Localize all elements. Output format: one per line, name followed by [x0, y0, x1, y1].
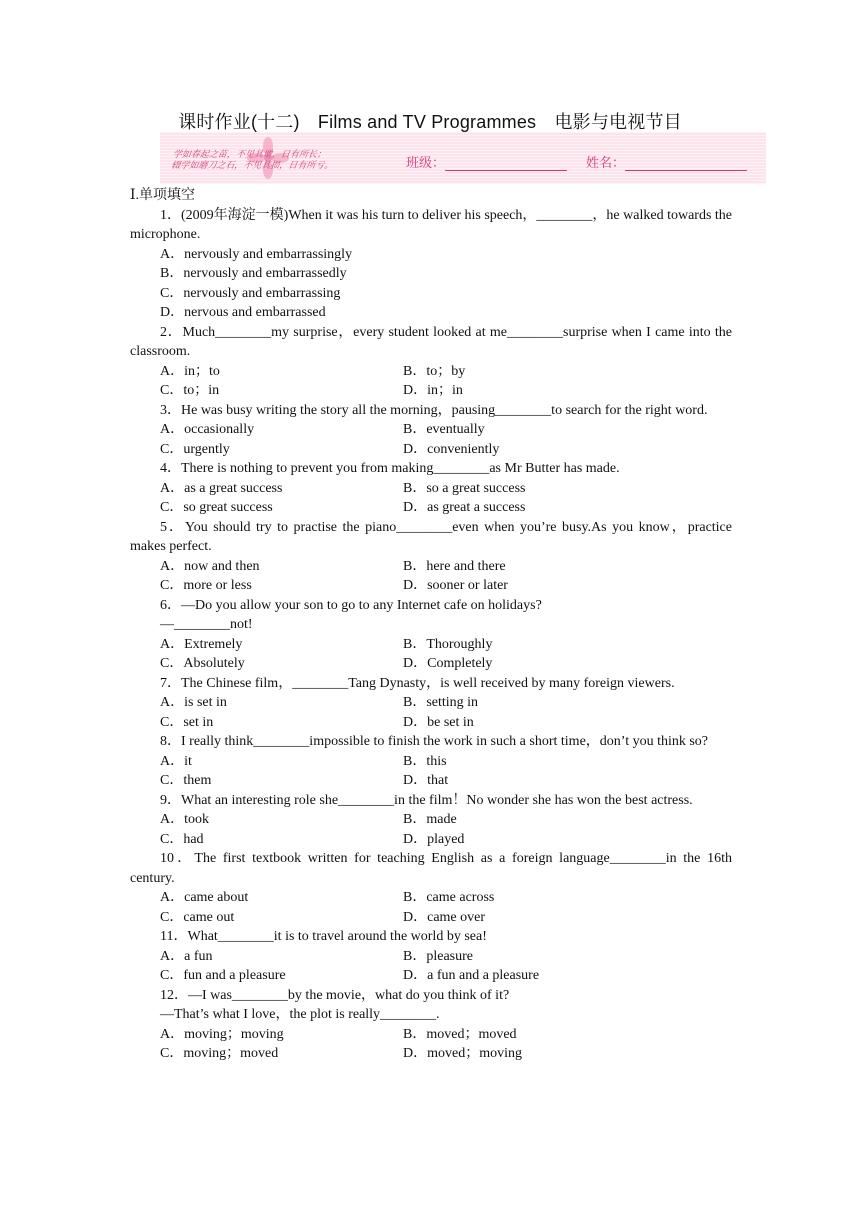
question-stem: 6．—Do you allow your son to go to any Internet cafe on holidays? — [160, 597, 542, 613]
answer-option-row — [130, 440, 732, 460]
answer-option-row — [130, 947, 732, 967]
answer-option[interactable]: A．now and then — [160, 558, 260, 574]
banner-motto — [170, 150, 335, 172]
answer-option[interactable]: B．nervously and embarrassedly — [160, 266, 347, 281]
answer-option[interactable]: C．fun and a pleasure — [160, 968, 286, 983]
answer-option[interactable]: D．conveniently — [403, 441, 500, 457]
answer-option[interactable]: C．set in — [160, 714, 214, 730]
answer-options — [130, 752, 732, 791]
banner-motto-line: 学如春起之苗，不见其增，日有所长； — [172, 150, 327, 160]
page-title: 课时作业(十二) Films and TV Programmes 电影与电视节目 — [178, 112, 682, 132]
answer-option-row — [130, 557, 732, 577]
answer-options — [130, 479, 732, 518]
question-stem: 5．You should try to practise the piano________even when you’re busy.As you know，practice makes perfect. — [130, 519, 732, 554]
answer-option[interactable]: B．eventually — [403, 422, 485, 437]
answer-option[interactable]: C．them — [160, 773, 212, 788]
answer-option[interactable]: D．played — [403, 831, 465, 847]
answer-option[interactable]: B．pleasure — [403, 948, 473, 964]
answer-option-row — [130, 635, 732, 655]
name-label: 姓名： — [586, 156, 626, 171]
answer-options — [130, 420, 732, 459]
question-stem: 4．There is nothing to prevent you from making________as Mr Butter has made. — [160, 461, 620, 476]
answer-option-row — [130, 1044, 732, 1064]
header-banner — [160, 132, 766, 184]
answer-option[interactable]: D．Completely — [403, 656, 493, 671]
answer-options — [130, 245, 732, 323]
answer-option[interactable]: C．moving；moved — [160, 1046, 279, 1061]
class-field[interactable] — [406, 152, 567, 171]
question-stem: 11．What________it is to travel around the world by sea! — [160, 929, 487, 944]
answer-options — [130, 810, 732, 849]
answer-option[interactable]: D．as great a success — [403, 500, 526, 515]
answer-option-row — [130, 1025, 732, 1045]
answer-option[interactable]: C．more or less — [160, 578, 252, 593]
question-reply-line: —That’s what I love，the plot is really________. — [160, 1007, 440, 1022]
answer-option[interactable]: D．sooner or later — [403, 578, 508, 593]
answer-option-row — [130, 966, 732, 986]
answer-option[interactable]: C．to；in — [160, 383, 220, 398]
answer-option[interactable]: B．so a great success — [403, 480, 526, 496]
answer-option-row — [130, 752, 732, 772]
answer-option[interactable]: C．came out — [160, 909, 235, 925]
answer-option-row — [130, 830, 732, 850]
class-input-line[interactable] — [445, 154, 567, 171]
question-stem: 10．The first textbook written for teaching English as a foreign language________in the 16th century. — [130, 851, 732, 886]
answer-option[interactable]: B．to；by — [403, 363, 466, 379]
question-stem: 3．He was busy writing the story all the morning，pausing________to search for the right word. — [160, 402, 708, 418]
answer-option-row — [130, 888, 732, 908]
answer-option[interactable]: A．in；to — [160, 363, 220, 379]
section-title: Ⅰ.单项填空 — [130, 188, 196, 203]
name-field[interactable] — [586, 152, 747, 171]
answer-option[interactable]: A．took — [160, 812, 209, 827]
answer-option-row — [130, 771, 732, 791]
answer-option[interactable]: B．this — [403, 753, 447, 769]
answer-option-row — [130, 576, 732, 596]
answer-option[interactable]: C．had — [160, 831, 204, 847]
answer-options — [130, 557, 732, 596]
banner-motto-line: 辍学如磨刀之石，不见其损，日有所亏。 — [170, 161, 335, 171]
answer-option[interactable]: D．be set in — [403, 714, 474, 730]
answer-options — [130, 888, 732, 927]
answer-option[interactable]: C．nervously and embarrassing — [160, 285, 341, 301]
question-stem: 8．I really think________impossible to finish the work in such a short time，don’t you think so? — [160, 734, 709, 749]
answer-option[interactable]: A．occasionally — [160, 422, 255, 437]
question-stem: 1．(2009年海淀一模)When it was his turn to deliver his speech，________，he walked towards the microphone. — [130, 207, 732, 242]
answer-option[interactable]: D．came over — [403, 909, 486, 925]
answer-option[interactable]: A．nervously and embarrassingly — [160, 246, 353, 262]
question-stem: 12．—I was________by the movie，what do you think of it? — [160, 987, 510, 1003]
answer-option[interactable]: B．Thoroughly — [403, 636, 493, 652]
question-reply-line: —________not! — [160, 617, 253, 632]
answer-option[interactable]: D．moved；moving — [403, 1046, 522, 1061]
answer-option[interactable]: A．came about — [160, 890, 249, 905]
answer-option[interactable]: C．urgently — [160, 441, 230, 457]
answer-option-row — [130, 381, 732, 401]
answer-option[interactable]: B．here and there — [403, 558, 506, 574]
answer-option-row — [130, 420, 732, 440]
answer-options — [130, 693, 732, 732]
answer-option-row — [130, 362, 732, 382]
question-stem: 9．What an interesting role she________in the film！No wonder she has won the best actress. — [160, 792, 693, 808]
answer-option[interactable]: D．in；in — [403, 383, 463, 398]
answer-option[interactable]: C．Absolutely — [160, 656, 245, 671]
answer-option-row — [130, 693, 732, 713]
answer-option[interactable]: A．moving；moving — [160, 1026, 284, 1042]
name-input-line[interactable] — [625, 154, 747, 171]
answer-option-row — [130, 479, 732, 499]
answer-options — [130, 947, 732, 986]
answer-option[interactable]: A．as a great success — [160, 480, 283, 496]
question-list — [130, 186, 732, 1064]
answer-option[interactable]: C．so great success — [160, 500, 273, 515]
answer-option[interactable]: A．Extremely — [160, 636, 243, 652]
answer-option[interactable]: D．that — [403, 773, 449, 788]
answer-option[interactable]: B．made — [403, 812, 457, 827]
answer-option-row — [130, 908, 732, 928]
answer-option[interactable]: A．is set in — [160, 695, 227, 710]
answer-option[interactable]: B．setting in — [403, 695, 479, 710]
class-label: 班级： — [406, 156, 446, 171]
question-stem: 2．Much________my surprise，every student looked at me________surprise when I came into the classroom. — [130, 324, 732, 359]
answer-option[interactable]: A．a fun — [160, 948, 213, 964]
answer-option[interactable]: B．came across — [403, 890, 495, 905]
answer-options — [130, 362, 732, 401]
answer-option[interactable]: A．it — [160, 753, 192, 769]
answer-options — [130, 635, 732, 674]
answer-option-row — [130, 713, 732, 733]
answer-option[interactable]: B．moved；moved — [403, 1026, 517, 1042]
question-stem: 7．The Chinese film，________Tang Dynasty，is well received by many foreign viewers. — [160, 675, 675, 691]
answer-option[interactable]: D．nervous and embarrassed — [160, 305, 326, 320]
answer-option-row — [130, 810, 732, 830]
answer-options — [130, 1025, 732, 1064]
answer-option[interactable]: D．a fun and a pleasure — [403, 968, 540, 983]
answer-option-row — [130, 654, 732, 674]
answer-option-row — [130, 498, 732, 518]
